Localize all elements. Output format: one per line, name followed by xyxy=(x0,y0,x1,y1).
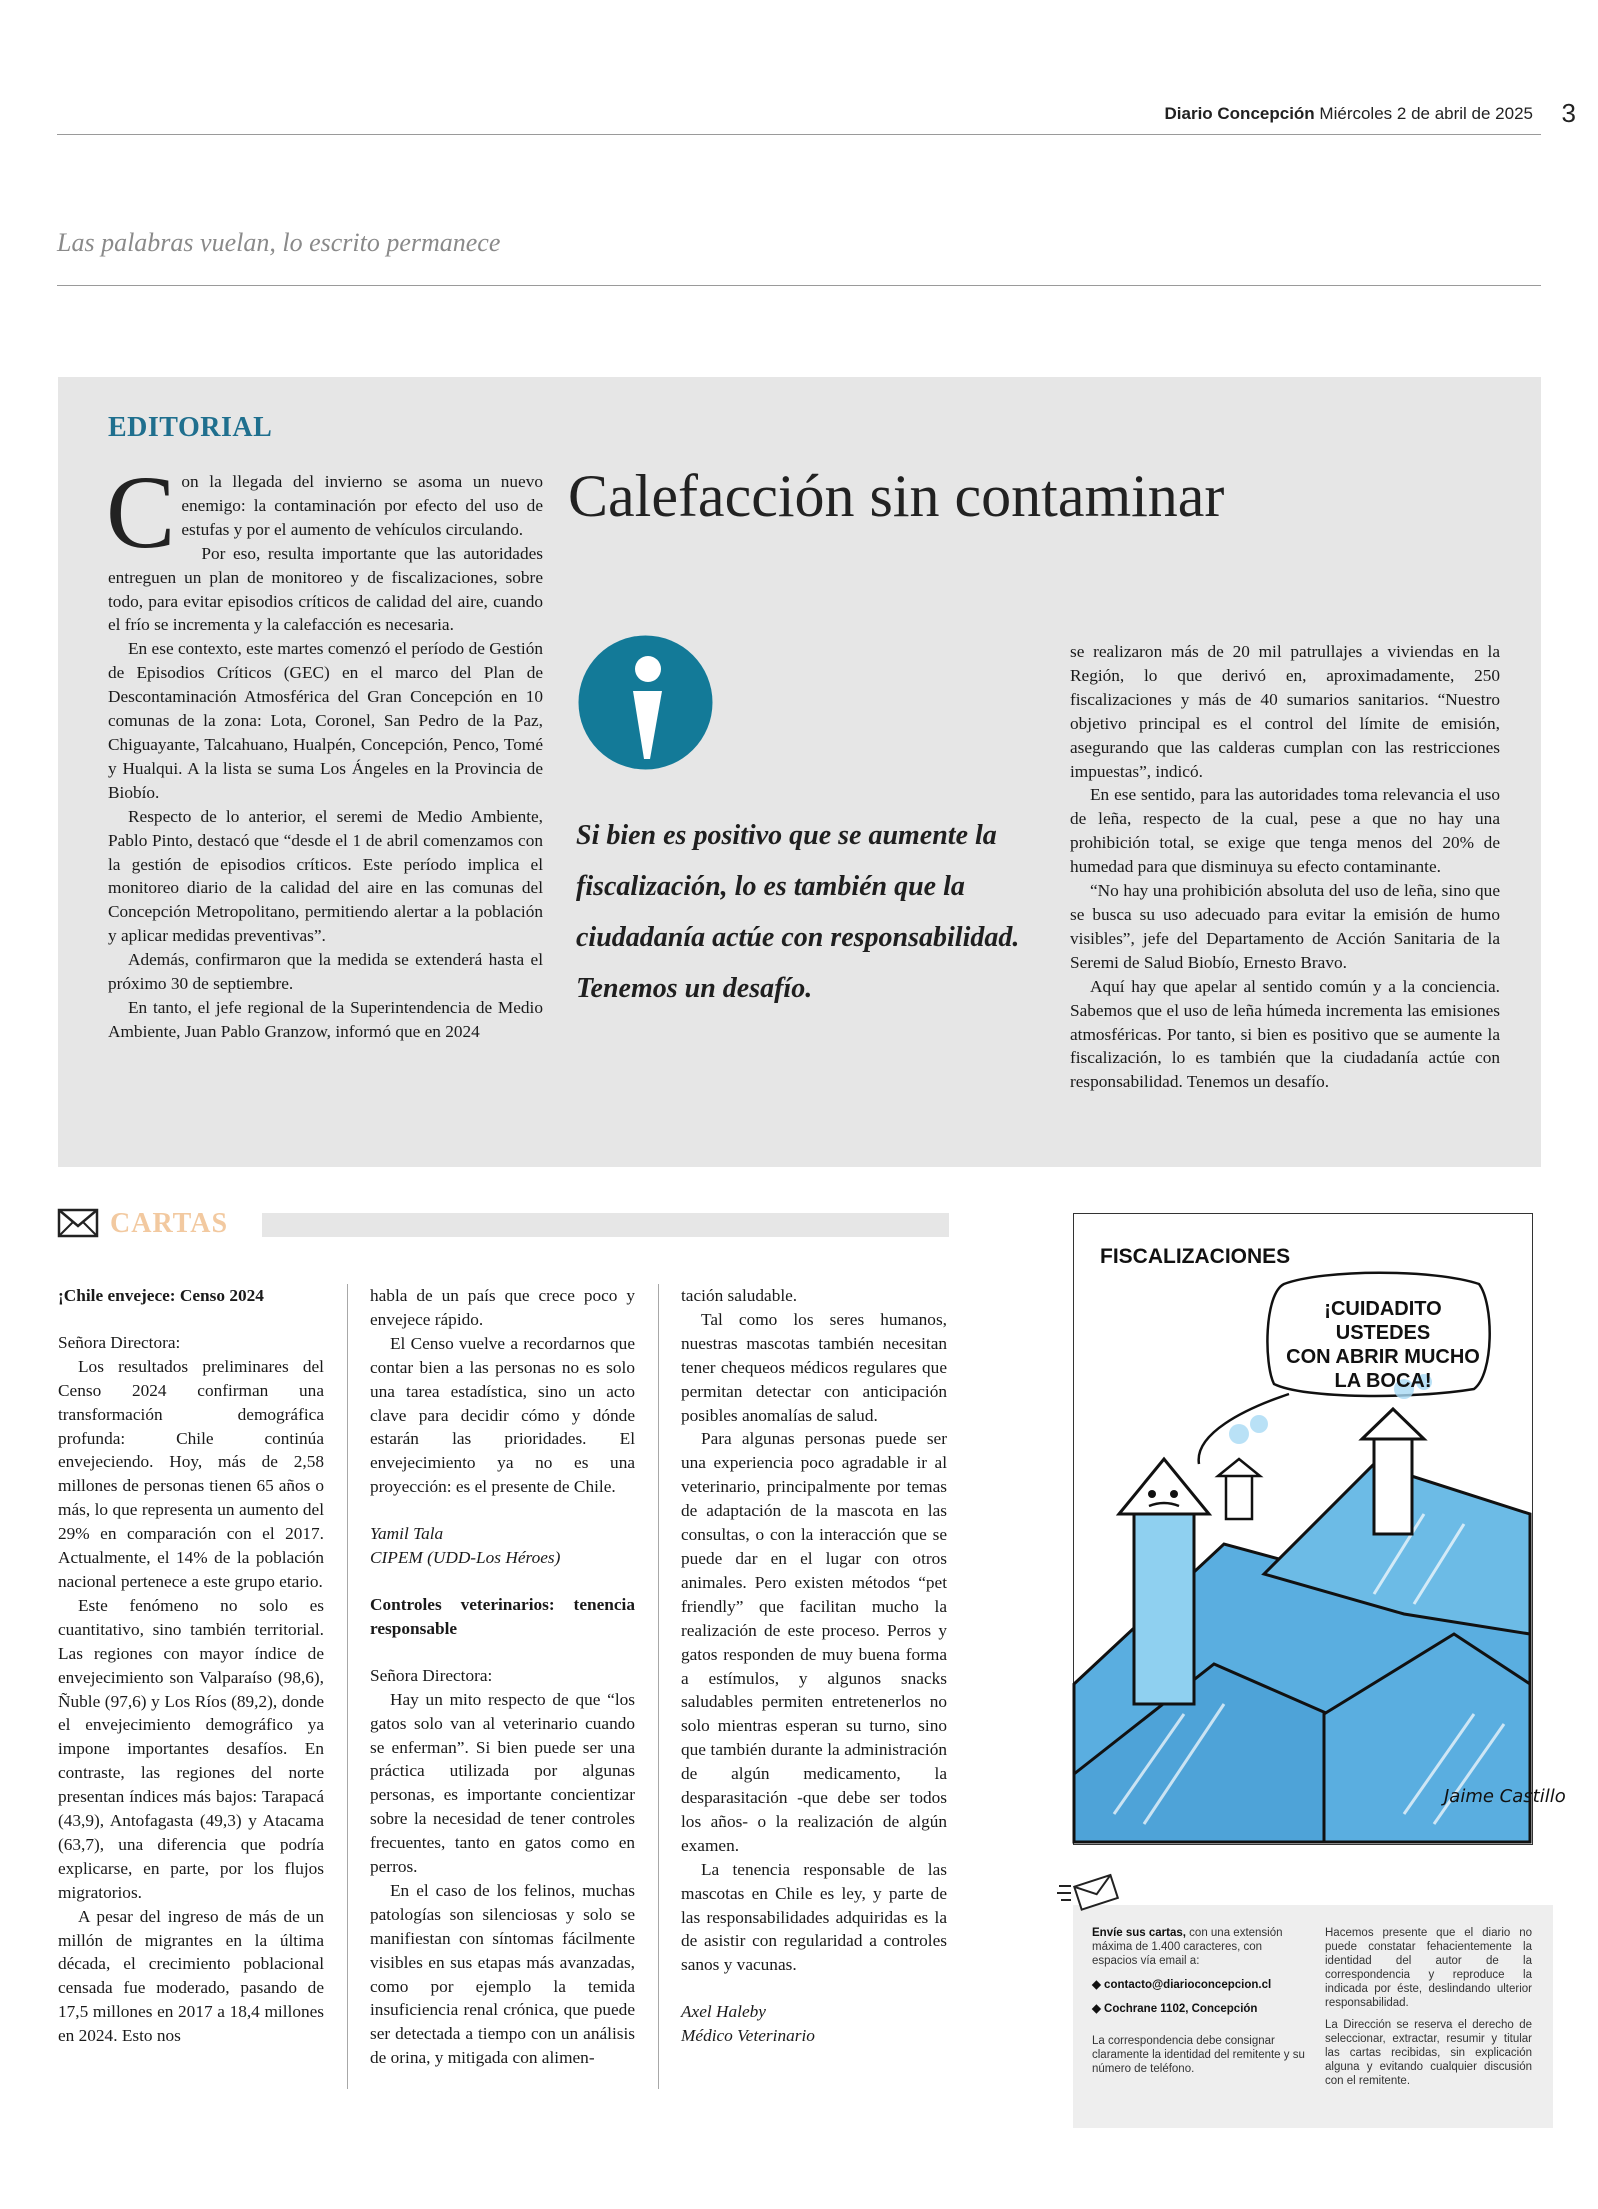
letter-affiliation: Médico Veterinario xyxy=(681,2026,815,2046)
letter-paragraph: Este fenómeno no solo es cuantitativo, sino también territorial. Las regiones con mayor índice de envejecimiento son Valparaíso (98,6), Ñuble (97,6) y Los Ríos (89,2), donde el envejecimiento demográfico ya impone importantes desafíos. En contraste, las regiones del norte presentan índices más bajos: Tarapacá (43,9), Antofagasta (49,3) y Atacama (63,7), una diferencia que podría explicarse, en parte, por los flujos migratorios. xyxy=(58,1595,324,1902)
page-number: 3 xyxy=(1561,98,1576,128)
header-rule xyxy=(57,134,1541,135)
paper-name: Diario Concepción xyxy=(1164,104,1315,123)
letter-paragraph: El Censo vuelve a recordarnos que contar bien a las personas no es solo una tarea estadística, sino un acto clave para decidir cómo y dónde estarán las prioridades. El envejecimiento ya no es una proyección: es el presente de Chile. xyxy=(370,1333,635,1497)
editorial-paragraph: En ese contexto, este martes comenzó el período de Gestión de Episodios Críticos (GEC) en el marco del Plan de Descontaminación Atmosférica del Gran Concepción en 10 comunas de la zona: Lota, Coronel, San Pedro de la Paz, Chiguayante, Talcahuano, Hualpén, Concepción, Penco, Tomé y Hualqui. A la lista se suma Los Ángeles en la Provincia de Biobío. xyxy=(108,639,543,802)
letter-affiliation: CIPEM (UDD-Los Héroes) xyxy=(370,1548,561,1568)
letter-paragraph: En el caso de los felinos, muchas patologías son silenciosas y solo se manifiestan con síntomas fácilmente visibles en sus etapas más avanzadas, como por ejemplo la temida insuficiencia renal crónica, que puede ser detectada a tiempo con un análisis de orina, y mitigada con alimen- xyxy=(370,1880,635,2068)
editorial-paragraph: Por eso, resulta importante que las autoridades entreguen un plan de monitoreo y de fiscalizaciones, sobre todo, para evitar episodios críticos de calidad del aire, cuando el frío se incrementa y la calefacción es necesaria. xyxy=(108,543,543,635)
editorial-paragraph: Además, confirmaron que la medida se extenderá hasta el próximo 30 de septiembre. xyxy=(108,950,543,994)
info-icon xyxy=(578,635,713,770)
slogan-rule xyxy=(57,285,1541,286)
letter-signer: Axel Haleby xyxy=(681,2002,766,2022)
editorial-paragraph: se realizaron más de 20 mil patrullajes a viviendas en la Región, lo que derivó en, aproximadamente, 250 fiscalizaciones y más de 40 sumarios sanitarios. “Nuestro objetivo principal es el control del límite de emisión, asegurando que las calderas cumplan con las restricciones impuestas”, indicó. xyxy=(1070,642,1500,781)
editorial-first-paragraph: Con la llegada del invierno se asoma un nuevo enemigo: la contaminación por efecto del uso de estufas y por el aumento de vehículos circulando. xyxy=(106,455,543,570)
letter-paragraph: Los resultados preliminares del Censo 2024 confirman una transformación demográfica profunda: Chile continúa envejeciendo. Hoy, más de 2,58 millones de personas tienen 65 años o más, lo que representa un aumento del 29% en comparación con el 2017. Actualmente, el 14% de la población nacional pertenece a este grupo etario. xyxy=(58,1356,324,1591)
drop-cap: C xyxy=(106,455,176,570)
editorial-paragraph: “No hay una prohibición absoluta del uso de leña, sino que se busca su uso adecuado para evitar la emisión de humo visibles”, jefe del Departamento de Acción Sanitaria de la Seremi de Salud Biobío, Ernesto Bravo. xyxy=(1070,881,1500,972)
editorial-title: Calefacción sin contaminar xyxy=(568,463,1225,529)
issue-date: Miércoles 2 de abril de 2025 xyxy=(1319,104,1533,123)
column-divider xyxy=(347,1284,348,2089)
editorial-column-right xyxy=(1070,640,1500,1094)
envelope-icon xyxy=(57,1207,99,1239)
letter-salutation: Señora Directora: xyxy=(370,1665,493,1685)
letter-paragraph: Tal como los seres humanos, nuestras mascotas también necesitan tener chequeos médicos regulares que permitan detectar con anticipación posibles anomalías de salud. xyxy=(681,1309,947,1425)
letter-paragraph: A pesar del ingreso de más de un millón de migrantes en la última década, el crecimiento poblacional censada fue moderado, pasando de 17,5 millones en 2017 a 18,4 millones en 2024. Esto nos xyxy=(58,1906,324,2046)
masthead xyxy=(1165,104,1534,124)
letter-paragraph: tación saludable. xyxy=(681,1286,798,1305)
letter-salutation: Señora Directora: xyxy=(58,1332,181,1352)
letters-column-2 xyxy=(370,1284,635,2070)
editorial-paragraph: Aquí hay que apelar al sentido común y a la conciencia. Sabemos que el uso de leña húmeda incrementa las emisiones atmosféricas. Por tanto, si bien es positivo que se aumente la fiscalización, lo es también que la ciudadanía actúe con responsabilidad. Tenemos un desafío. xyxy=(1070,976,1500,1092)
letter-title: ¡Chile envejece: Censo 2024 xyxy=(58,1286,264,1305)
rights-note: La Dirección se reserva el derecho de seleccionar, extractar, resumir y titular las cartas recibidas, sin explicación alguna y evitando cualquier discusión con el remitente. xyxy=(1325,2019,1532,2087)
letters-column-1 xyxy=(58,1284,324,2048)
postal-address: ◆ Cochrane 1102, Concepción xyxy=(1092,2003,1258,2015)
column-divider xyxy=(658,1284,659,2089)
letter-paragraph: La tenencia responsable de las mascotas en Chile es ley, y parte de las responsabilidades adquiridas es la de asistir con regularidad a controles sanos y vacunas. xyxy=(681,1859,947,1975)
letters-column-3 xyxy=(681,1284,947,2048)
pull-quote: Si bien es positivo que se aumente la fiscalización, lo es también que la ciudadanía actúe con responsabilidad. Tenemos un desafío. xyxy=(576,820,1020,1004)
send-letters-instructions: Envíe sus cartas, con una extensión máxima de 1.400 caracteres, con espacios vía email a: ◆ contacto@diarioconcepcion.cl ◆ Cochrane 1102, Concepción La correspondencia debe consignar claramente la identidad del remitente y su número de teléfono. xyxy=(1092,1927,1305,2075)
cartoon-speech-bubble: ¡CUIDADITO USTEDES CON ABRIR MUCHO LA BOCA! xyxy=(1286,1298,1480,1392)
letter-paragraph: habla de un país que crece poco y envejece rápido. xyxy=(370,1286,635,1329)
editorial-label: EDITORIAL xyxy=(108,412,273,443)
letter-paragraph: Hay un mito respecto de que “los gatos solo van al veterinario cuando se enferman”. Si bien puede ser una práctica utilizada por algunas personas, es importante concientizar sobre la necesidad de tener controles frecuentes, tanto en gatos como en perros. xyxy=(370,1689,635,1877)
editorial-paragraph: En ese sentido, para las autoridades toma relevancia el uso de leña, respecto de la cual, pese a que no hay una prohibición total, se exige que tenga menos del 20% de humedad para que disminuya su efecto contaminante. xyxy=(1070,785,1500,877)
letter-paragraph: Para algunas personas puede ser una experiencia poco agradable ir al veterinario, principalmente por temas de adaptación de la mascota en las consultas, o con la interacción que se puede dar en el lugar con otros animales. Pero existen métodos “pet friendly” que facilitan mucho la realización de este proceso. Perros y gatos responden de muy buena forma a estímulos, y algunos snacks saludables permiten entretenerlos no solo mientras esperan su turno, sino que también durante la administración de algún medicamento, la desparasitación -que debe ser todos los años- o la realización de algún examen. xyxy=(681,1429,947,1855)
letter-title: Controles veterinarios: tenencia responsable xyxy=(370,1594,635,1638)
email-contact[interactable]: ◆ contacto@diarioconcepcion.cl xyxy=(1092,1979,1272,1991)
cartoon-signature: Jaime Castillo xyxy=(1444,1786,1566,1807)
identity-note: La correspondencia debe consignar claramente la identidad del remitente y su número de teléfono. xyxy=(1092,2035,1305,2075)
cartoon-title: FISCALIZACIONES xyxy=(1100,1245,1291,1268)
cartas-header-bar xyxy=(262,1213,949,1237)
section-slogan: Las palabras vuelan, lo escrito permanece xyxy=(57,228,501,257)
editorial-paragraph: En tanto, el jefe regional de la Superintendencia de Medio Ambiente, Juan Pablo Granzow, informó que en 2024 xyxy=(108,997,543,1041)
editorial-paragraph: Respecto de lo anterior, el seremi de Medio Ambiente, Pablo Pinto, destacó que “desde el 1 de abril comenzamos con la gestión de episodios críticos. Este período implica el monitoreo diario de la calidad del aire en las comunas del Concepción Metropolitano, permitiendo alertar a la población y aplicar medidas preventivas”. xyxy=(108,806,543,946)
send-letters-disclaimer: Hacemos presente que el diario no puede constatar fehacientemente la identidad del autor de la correspondencia y reproduce la indicada por éste, deslindando ulterior responsabilidad. La Dirección se reserva el derecho de seleccionar, extractar, resumir y titular las cartas recibidas, sin explicación alguna y evitando cualquier discusión con el remitente. xyxy=(1325,1927,1532,2087)
letter-signer: Yamil Tala xyxy=(370,1524,444,1544)
editorial-column-left xyxy=(106,455,543,1044)
mail-send-icon xyxy=(1057,1872,1121,1910)
cartas-label: CARTAS xyxy=(110,1208,229,1239)
